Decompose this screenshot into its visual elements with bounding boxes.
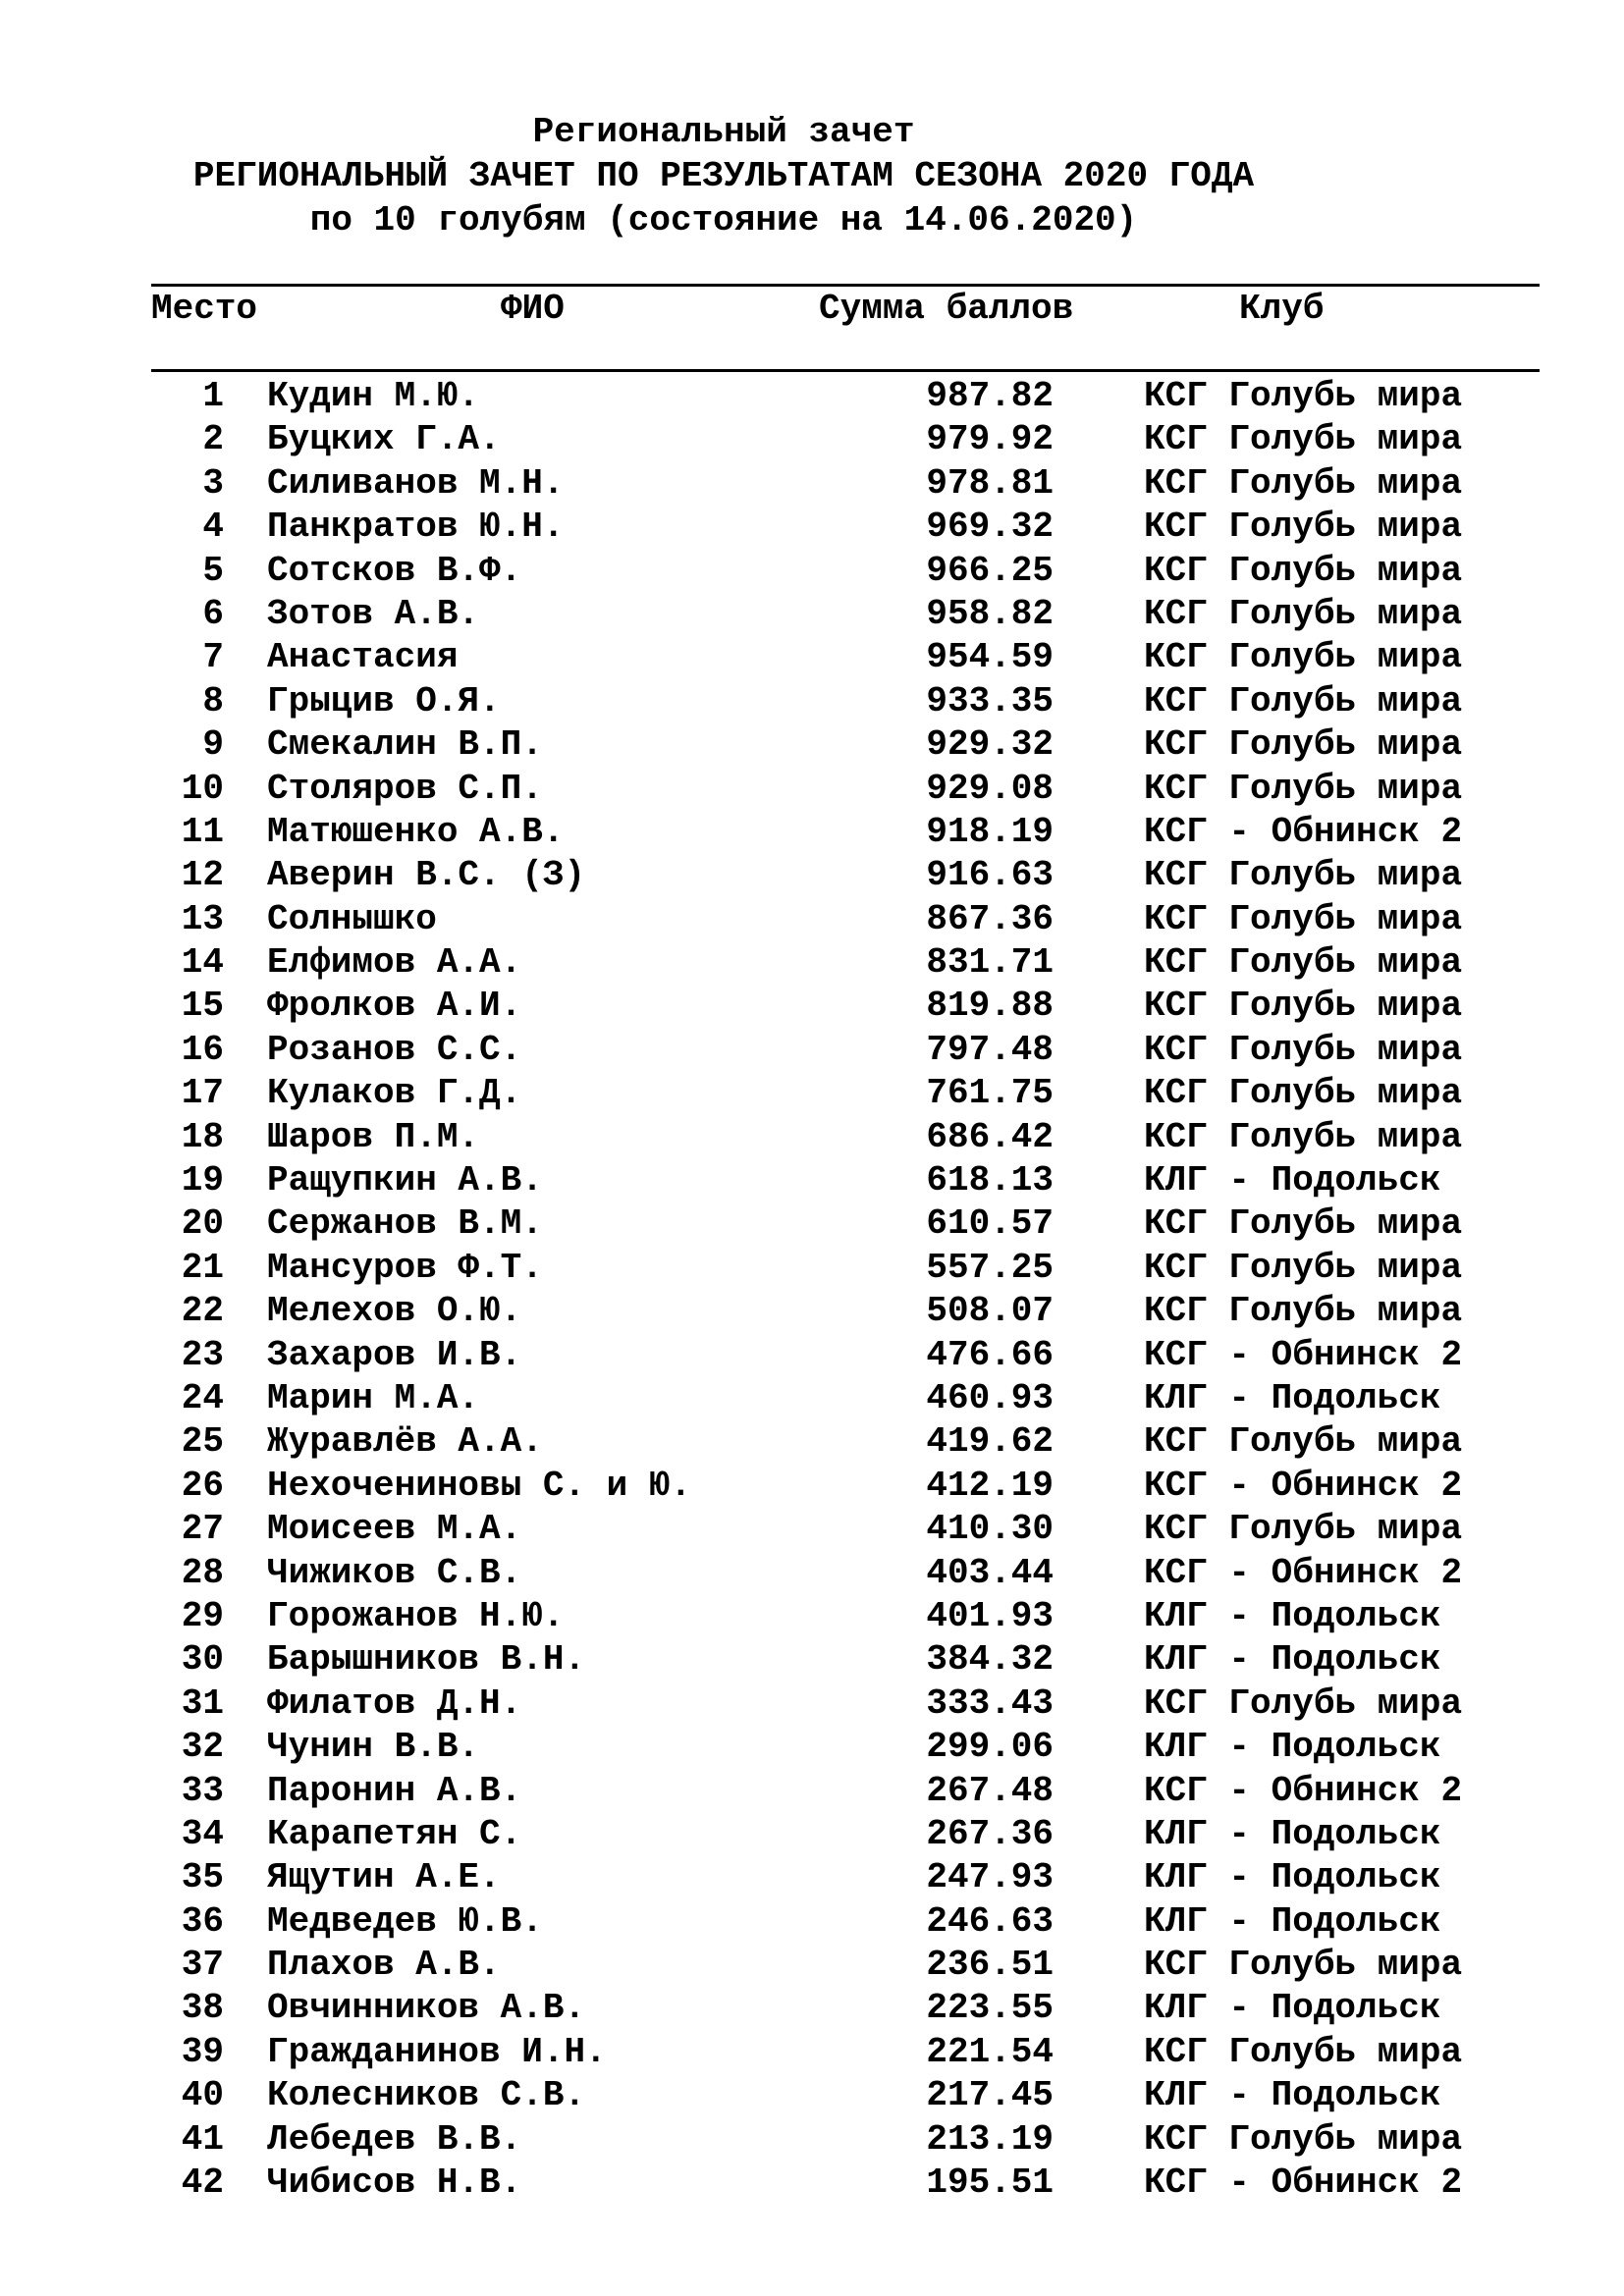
cell-club: КЛГ - Подольск (1144, 1377, 1441, 1418)
cell-name: Фролков А.И. (267, 986, 522, 1027)
cell-club: КСГ - Обнинск 2 (1144, 1770, 1463, 1811)
cell-name: Ращупкин А.В. (267, 1160, 543, 1201)
cell-place: 12 (181, 855, 224, 896)
cell-club: КЛГ - Подольск (1144, 1813, 1441, 1854)
table-row (0, 1595, 1624, 1638)
cell-place: 26 (181, 1465, 224, 1506)
table-row (0, 1682, 1624, 1726)
table-header-rule (151, 369, 1540, 372)
cell-score: 831.71 (926, 942, 1054, 984)
cell-score: 412.19 (926, 1465, 1054, 1506)
cell-club: КСГ Голубь мира (1144, 724, 1463, 766)
cell-place: 36 (181, 1900, 224, 1942)
cell-club: КЛГ - Подольск (1144, 1900, 1441, 1942)
cell-score: 761.75 (926, 1073, 1054, 1114)
cell-place: 32 (181, 1727, 224, 1768)
cell-name: Мансуров Ф.Т. (267, 1247, 543, 1288)
cell-score: 221.54 (926, 2031, 1054, 2072)
cell-club: КСГ Голубь мира (1144, 419, 1463, 460)
cell-name: Елфимов А.А. (267, 942, 522, 984)
cell-club: КЛГ - Подольск (1144, 1988, 1441, 2029)
cell-club: КЛГ - Подольск (1144, 1639, 1441, 1681)
cell-club: КСГ Голубь мира (1144, 1682, 1463, 1724)
cell-place: 37 (181, 1945, 224, 1986)
cell-club: КСГ - Обнинск 2 (1144, 811, 1463, 852)
cell-club: КСГ Голубь мира (1144, 593, 1463, 634)
table-row (0, 1334, 1624, 1377)
cell-place: 23 (181, 1334, 224, 1375)
cell-name: Чижиков С.В. (267, 1552, 522, 1593)
cell-club: КСГ Голубь мира (1144, 507, 1463, 548)
cell-name: Кудин М.Ю. (267, 376, 480, 416)
table-row (0, 1508, 1624, 1551)
cell-score: 419.62 (926, 1421, 1054, 1463)
cell-score: 933.35 (926, 680, 1054, 721)
table-row (0, 898, 1624, 941)
cell-name: Розанов С.С. (267, 1029, 522, 1070)
cell-name: Журавлёв А.А. (267, 1421, 543, 1463)
cell-place: 34 (181, 1813, 224, 1854)
cell-score: 966.25 (926, 550, 1054, 591)
cell-score: 460.93 (926, 1377, 1054, 1418)
table-row (0, 375, 1624, 418)
cell-score: 958.82 (926, 593, 1054, 634)
cell-score: 299.06 (926, 1727, 1054, 1768)
table-row (0, 1072, 1624, 1115)
document-title: Региональный зачет (532, 112, 915, 152)
cell-place: 9 (202, 724, 224, 766)
cell-name: Плахов А.В. (267, 1945, 501, 1986)
table-row (0, 768, 1624, 811)
table-row (0, 636, 1624, 679)
cell-name: Матюшенко А.В. (267, 811, 565, 852)
cell-name: Зотов А.В. (267, 593, 480, 634)
cell-name: Буцких Г.А. (267, 419, 501, 460)
table-row (0, 2162, 1624, 2205)
table-row (0, 1465, 1624, 1508)
cell-place: 33 (181, 1770, 224, 1811)
table-row (0, 854, 1624, 897)
cell-place: 14 (181, 942, 224, 984)
cell-place: 10 (181, 768, 224, 809)
cell-club: КСГ Голубь мира (1144, 1203, 1463, 1245)
cell-place: 11 (181, 811, 224, 852)
table-row (0, 1770, 1624, 1813)
table-body (0, 375, 1624, 2205)
table-row (0, 1202, 1624, 1246)
cell-score: 247.93 (926, 1857, 1054, 1898)
cell-club: КЛГ - Подольск (1144, 1160, 1441, 1201)
cell-club: КСГ Голубь мира (1144, 376, 1463, 416)
cell-club: КСГ Голубь мира (1144, 1247, 1463, 1288)
cell-score: 929.08 (926, 768, 1054, 809)
table-row (0, 2074, 1624, 2117)
table-row (0, 2031, 1624, 2074)
cell-name: Моисеев М.А. (267, 1509, 522, 1550)
cell-place: 40 (181, 2075, 224, 2116)
cell-place: 20 (181, 1203, 224, 1245)
header-place: Место (151, 289, 258, 329)
cell-club: КСГ Голубь мира (1144, 637, 1463, 678)
header-club: Клуб (1239, 289, 1325, 329)
table-row (0, 1377, 1624, 1420)
table-row (0, 1813, 1624, 1856)
cell-score: 195.51 (926, 2163, 1054, 2204)
cell-name: Гражданинов И.Н. (267, 2031, 607, 2072)
cell-club: КСГ Голубь мира (1144, 1029, 1463, 1070)
cell-place: 16 (181, 1029, 224, 1070)
cell-name: Солнышко (267, 898, 437, 939)
table-row (0, 506, 1624, 549)
cell-name: Овчинников А.В. (267, 1988, 586, 2029)
cell-score: 223.55 (926, 1988, 1054, 2029)
cell-place: 38 (181, 1988, 224, 2029)
header-name: ФИО (501, 289, 565, 329)
cell-club: КСГ Голубь мира (1144, 942, 1463, 984)
cell-name: Кулаков Г.Д. (267, 1073, 522, 1114)
cell-score: 236.51 (926, 1945, 1054, 1986)
cell-score: 610.57 (926, 1203, 1054, 1245)
cell-name: Аверин В.С. (З) (267, 855, 586, 896)
cell-name: Шаров П.М. (267, 1116, 480, 1157)
cell-club: КСГ Голубь мира (1144, 462, 1463, 504)
cell-score: 929.32 (926, 724, 1054, 766)
table-row (0, 462, 1624, 506)
cell-score: 410.30 (926, 1509, 1054, 1550)
table-row (0, 1726, 1624, 1769)
cell-club: КСГ - Обнинск 2 (1144, 2163, 1463, 2204)
cell-club: КСГ - Обнинск 2 (1144, 1334, 1463, 1375)
cell-place: 31 (181, 1682, 224, 1724)
cell-place: 2 (202, 419, 224, 460)
table-row (0, 1987, 1624, 2030)
cell-club: КСГ Голубь мира (1144, 768, 1463, 809)
cell-name: Панкратов Ю.Н. (267, 507, 565, 548)
cell-score: 217.45 (926, 2075, 1054, 2116)
cell-place: 41 (181, 2118, 224, 2160)
cell-name: Сержанов В.М. (267, 1203, 543, 1245)
cell-score: 401.93 (926, 1595, 1054, 1636)
cell-club: КСГ Голубь мира (1144, 550, 1463, 591)
cell-club: КСГ - Обнинск 2 (1144, 1552, 1463, 1593)
table-row (0, 1552, 1624, 1595)
table-row (0, 811, 1624, 854)
cell-name: Силиванов М.Н. (267, 462, 565, 504)
cell-club: КСГ - Обнинск 2 (1144, 1465, 1463, 1506)
cell-name: Колесников С.В. (267, 2075, 586, 2116)
cell-place: 18 (181, 1116, 224, 1157)
cell-name: Барышников В.Н. (267, 1639, 586, 1681)
cell-place: 39 (181, 2031, 224, 2072)
cell-name: Паронин А.В. (267, 1770, 522, 1811)
cell-place: 4 (202, 507, 224, 548)
cell-score: 797.48 (926, 1029, 1054, 1070)
cell-name: Смекалин В.П. (267, 724, 543, 766)
cell-name: Захаров И.В. (267, 1334, 522, 1375)
table-row (0, 2118, 1624, 2162)
cell-club: КСГ Голубь мира (1144, 2118, 1463, 2160)
document-subtitle-status: по 10 голубям (состояние на 14.06.2020) (309, 200, 1138, 240)
cell-club: КЛГ - Подольск (1144, 1857, 1441, 1898)
table-row (0, 1290, 1624, 1333)
cell-score: 213.19 (926, 2118, 1054, 2160)
cell-score: 384.32 (926, 1639, 1054, 1681)
cell-place: 13 (181, 898, 224, 939)
header-score: Сумма баллов (819, 289, 1074, 329)
cell-score: 618.13 (926, 1160, 1054, 1201)
table-row (0, 593, 1624, 636)
cell-place: 42 (181, 2163, 224, 2204)
document-subtitle: РЕГИОНАЛЬНЫЙ ЗАЧЕТ ПО РЕЗУЛЬТАТАМ СЕЗОНА 2020 ГОДА (192, 156, 1255, 196)
cell-club: КСГ Голубь мира (1144, 1073, 1463, 1114)
cell-place: 28 (181, 1552, 224, 1593)
cell-place: 22 (181, 1291, 224, 1332)
table-row (0, 941, 1624, 985)
cell-place: 7 (202, 637, 224, 678)
cell-place: 21 (181, 1247, 224, 1288)
cell-place: 6 (202, 593, 224, 634)
cell-score: 867.36 (926, 898, 1054, 939)
table-row (0, 418, 1624, 461)
cell-club: КЛГ - Подольск (1144, 2075, 1441, 2116)
cell-place: 25 (181, 1421, 224, 1463)
cell-club: КСГ Голубь мира (1144, 680, 1463, 721)
cell-score: 333.43 (926, 1682, 1054, 1724)
table-row (0, 1159, 1624, 1202)
table-row (0, 1247, 1624, 1290)
cell-club: КСГ Голубь мира (1144, 1116, 1463, 1157)
cell-name: Чунин В.В. (267, 1727, 480, 1768)
cell-club: КСГ Голубь мира (1144, 898, 1463, 939)
cell-place: 8 (202, 680, 224, 721)
cell-score: 819.88 (926, 986, 1054, 1027)
table-row (0, 1116, 1624, 1159)
cell-name: Нехочениновы С. и Ю. (267, 1465, 692, 1506)
cell-score: 969.32 (926, 507, 1054, 548)
cell-place: 35 (181, 1857, 224, 1898)
cell-score: 267.48 (926, 1770, 1054, 1811)
cell-score: 916.63 (926, 855, 1054, 896)
table-row (0, 1029, 1624, 1072)
table-header (0, 288, 1624, 331)
cell-name: Анастасия (267, 637, 459, 678)
cell-name: Чибисов Н.В. (267, 2163, 522, 2204)
cell-name: Мелехов О.Ю. (267, 1291, 522, 1332)
table-row (0, 1944, 1624, 1987)
table-top-rule (151, 284, 1540, 287)
cell-place: 17 (181, 1073, 224, 1114)
cell-name: Столяров С.П. (267, 768, 543, 809)
table-row (0, 1420, 1624, 1464)
cell-name: Горожанов Н.Ю. (267, 1595, 565, 1636)
table-row (0, 1900, 1624, 1944)
cell-score: 979.92 (926, 419, 1054, 460)
cell-name: Грыцив О.Я. (267, 680, 501, 721)
cell-score: 686.42 (926, 1116, 1054, 1157)
cell-name: Карапетян С. (267, 1813, 522, 1854)
cell-place: 3 (202, 462, 224, 504)
cell-score: 918.19 (926, 811, 1054, 852)
cell-place: 30 (181, 1639, 224, 1681)
cell-score: 267.36 (926, 1813, 1054, 1854)
table-row (0, 680, 1624, 723)
cell-club: КСГ Голубь мира (1144, 986, 1463, 1027)
cell-club: КСГ Голубь мира (1144, 855, 1463, 896)
table-row (0, 723, 1624, 767)
cell-club: КСГ Голубь мира (1144, 1945, 1463, 1986)
document-title-block (0, 110, 1447, 242)
cell-place: 24 (181, 1377, 224, 1418)
cell-score: 246.63 (926, 1900, 1054, 1942)
cell-name: Медведев Ю.В. (267, 1900, 543, 1942)
cell-club: КСГ Голубь мира (1144, 2031, 1463, 2072)
cell-place: 27 (181, 1509, 224, 1550)
cell-place: 29 (181, 1595, 224, 1636)
cell-club: КЛГ - Подольск (1144, 1727, 1441, 1768)
table-row (0, 985, 1624, 1028)
cell-name: Марин М.А. (267, 1377, 480, 1418)
cell-club: КСГ Голубь мира (1144, 1509, 1463, 1550)
table-row (0, 1856, 1624, 1899)
cell-name: Сотсков В.Ф. (267, 550, 522, 591)
cell-score: 476.66 (926, 1334, 1054, 1375)
cell-place: 5 (202, 550, 224, 591)
cell-name: Лебедев В.В. (267, 2118, 522, 2160)
cell-name: Ящутин А.Е. (267, 1857, 501, 1898)
cell-score: 508.07 (926, 1291, 1054, 1332)
cell-club: КЛГ - Подольск (1144, 1595, 1441, 1636)
cell-place: 19 (181, 1160, 224, 1201)
table-row (0, 550, 1624, 593)
cell-score: 978.81 (926, 462, 1054, 504)
cell-place: 1 (202, 376, 224, 416)
table-row (0, 1638, 1624, 1682)
cell-score: 557.25 (926, 1247, 1054, 1288)
cell-club: КСГ Голубь мира (1144, 1421, 1463, 1463)
cell-score: 403.44 (926, 1552, 1054, 1593)
cell-score: 954.59 (926, 637, 1054, 678)
cell-club: КСГ Голубь мира (1144, 1291, 1463, 1332)
cell-name: Филатов Д.Н. (267, 1682, 522, 1724)
cell-place: 15 (181, 986, 224, 1027)
cell-score: 987.82 (926, 376, 1054, 416)
